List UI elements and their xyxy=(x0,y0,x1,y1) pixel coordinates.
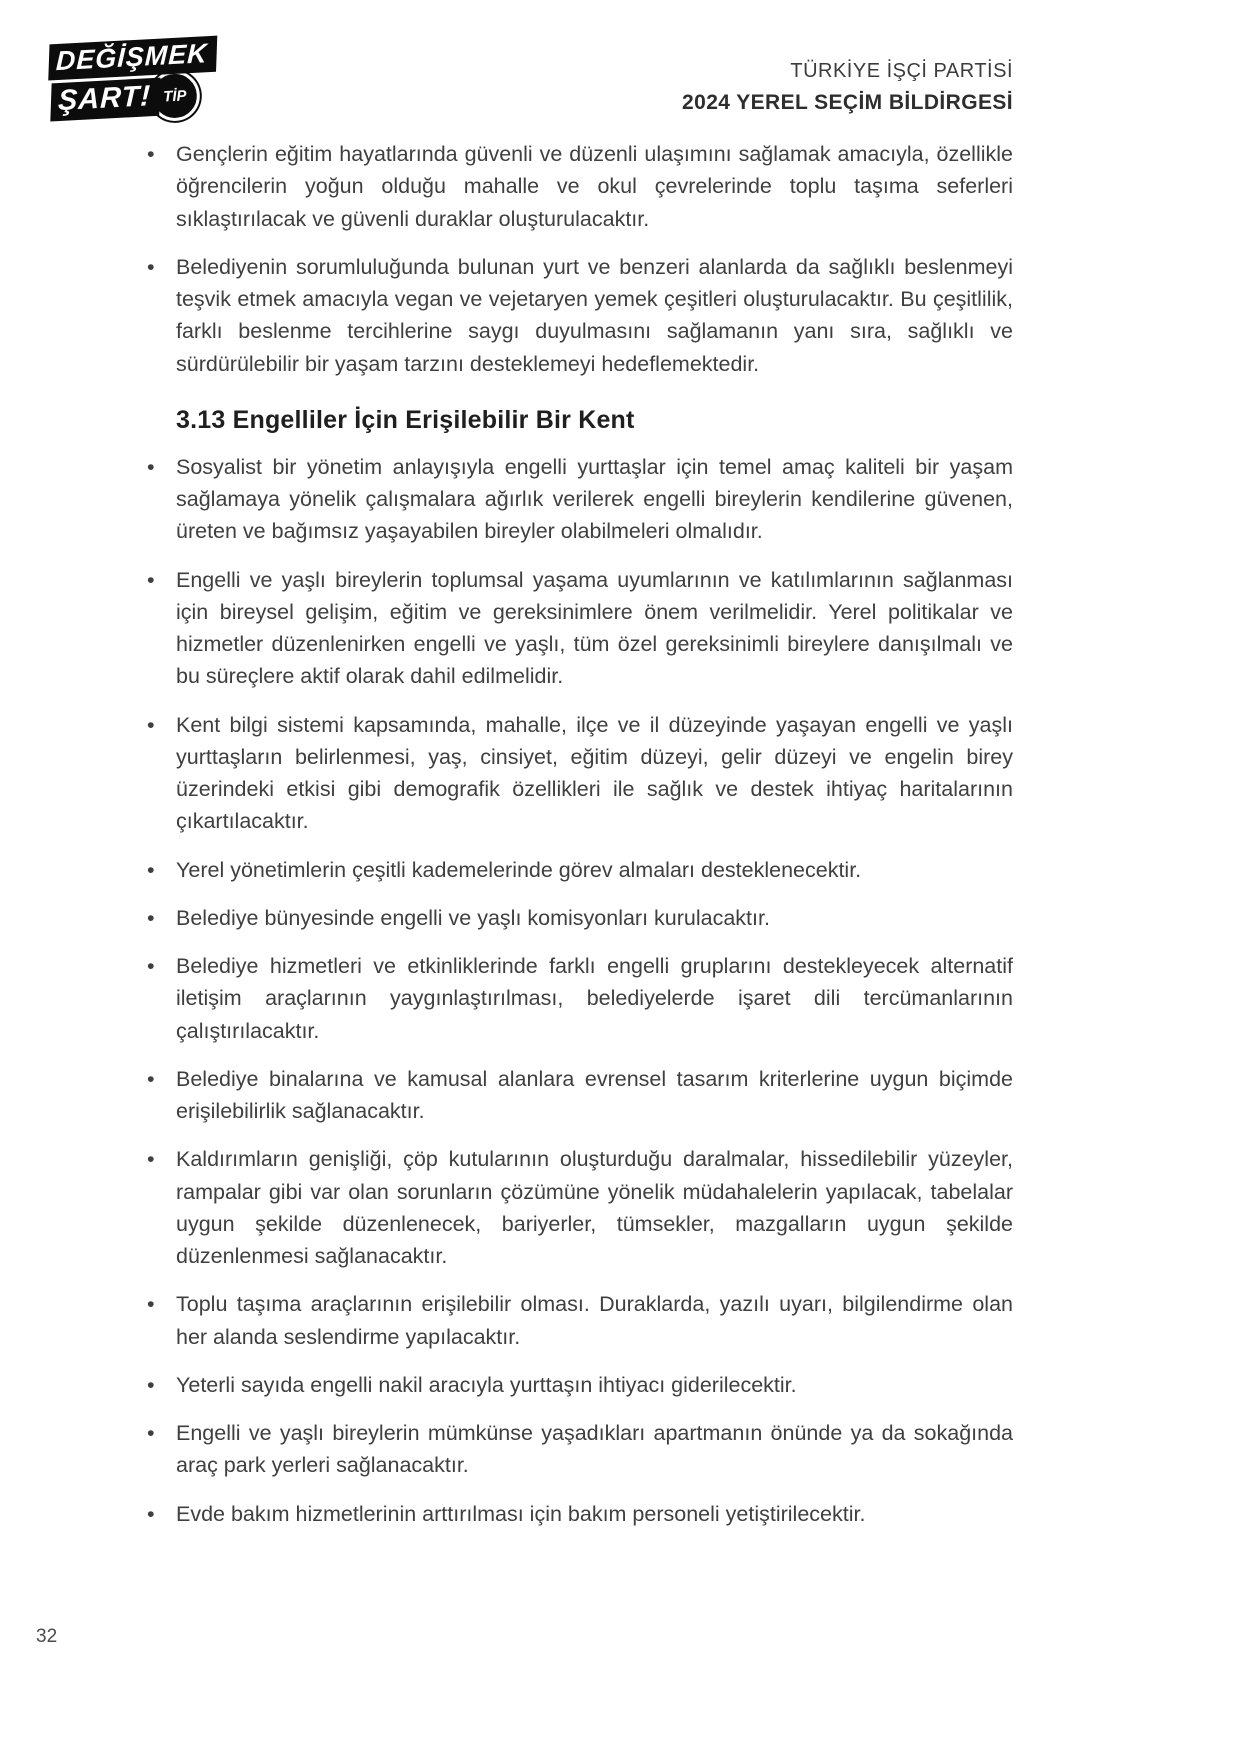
bullet-item: • Engelli ve yaşlı bireylerin toplumsal yaşama uyumlarının ve katılımlarının sağlanması için bireysel gelişim, eğitim ve gereksinimlere önem verilmelidir. Yerel politikalar ve hizmetler düzenlenirken engelli ve yaşlı, tüm özel gereksinimli bireylere danışılmalı ve bu süreçlere aktif olarak dahil edilmelidir. xyxy=(143,564,1013,693)
logo-text-sart: ŞART! xyxy=(50,78,160,122)
section-heading: 3.13 Engelliler İçin Erişilebilir Bir Kent xyxy=(176,405,635,434)
bullet-item: • Toplu taşıma araçlarının erişilebilir olması. Duraklarda, yazılı uyarı, bilgilendirme olan her alanda seslendirme yapılacaktır. xyxy=(143,1288,1013,1353)
bullet-item: • Kaldırımların genişliği, çöp kutularının oluşturduğu daralmalar, hissedilebilir yüzeyler, rampalar gibi var olan sorunların çözümüne yönelik müdahalelerin yapılacak, tabelalar uygun şekilde düzenlenecek, bariyerler, tümsekler, mazgalların uygun şekilde düzenlenmesi sağlanacaktır. xyxy=(143,1143,1013,1272)
bullet-item: • Kent bilgi sistemi kapsamında, mahalle, ilçe ve il düzeyinde yaşayan engelli ve yaşlı yurttaşların belirlenmesi, yaş, cinsiyet, eğitim düzeyi, gelir düzeyi ve engelin birey üzerindeki etkisi gibi demografik özellikleri ile sağlık ve destek ihtiyaç haritalarının çıkartılacaktır. xyxy=(143,709,1013,838)
bullet-item: • Belediyenin sorumluluğunda bulunan yurt ve benzeri alanlarda da sağlıklı beslenmeyi teşvik etmek amacıyla vegan ve vejetaryen yemek çeşitleri oluşturulacaktır. Bu çeşitlilik, farklı beslenme tercihlerine saygı duyulmasını sağlamanın yanı sıra, sağlıklı ve sürdürülebilir bir yaşam tarzını desteklemeyi hedeflemektedir. xyxy=(143,251,1013,380)
bullet-item: • Yeterli sayıda engelli nakil aracıyla yurttaşın ihtiyacı giderilecektir. xyxy=(143,1369,1013,1401)
section-bullet-list xyxy=(143,451,1013,1530)
tip-badge-label: TİP xyxy=(162,86,187,106)
bullet-item: • Belediye binalarına ve kamusal alanlara evrensel tasarım kriterlerine uygun biçimde erişilebilirlik sağlanacaktır. xyxy=(143,1063,1013,1128)
bullet-item: • Sosyalist bir yönetim anlayışıyla engelli yurttaşlar için temel amaç kaliteli bir yaşam sağlamaya yönelik çalışmalara ağırlık verilerek engelli bireylerin kendilerine güvenen, üreten ve bağımsız yaşayabilen bireyler olabilmeleri olmalıdır. xyxy=(143,451,1013,548)
party-logo xyxy=(48,36,222,128)
document-title: 2024 YEREL SEÇİM BİLDİRGESİ xyxy=(682,91,1013,114)
bullet-item: • Gençlerin eğitim hayatlarında güvenli ve düzenli ulaşımını sağlamak amacıyla, özellikle öğrencilerin yoğun olduğu mahalle ve okul çevrelerinde toplu taşıma seferleri sıklaştırılacak ve güvenli duraklar oluşturulacaktır. xyxy=(143,138,1013,235)
page-number: 32 xyxy=(36,1626,58,1647)
intro-bullet-list xyxy=(143,138,1013,380)
party-name: TÜRKİYE İŞÇİ PARTİSİ xyxy=(790,60,1013,82)
bullet-item: • Belediye bünyesinde engelli ve yaşlı komisyonları kurulacaktır. xyxy=(143,902,1013,934)
bullet-item: • Engelli ve yaşlı bireylerin mümkünse yaşadıkları apartmanın önünde ya da sokağında araç park yerleri sağlanacaktır. xyxy=(143,1417,1013,1482)
bullet-item: • Yerel yönetimlerin çeşitli kademelerinde görev almaları desteklenecektir. xyxy=(143,854,1013,886)
logo-text-degismek: DEĞİŞMEK xyxy=(48,36,217,81)
bullet-item: • Evde bakım hizmetlerinin arttırılması için bakım personeli yetiştirilecektir. xyxy=(143,1498,1013,1530)
page-header xyxy=(682,58,1013,117)
bullet-item: • Belediye hizmetleri ve etkinliklerinde farklı engelli gruplarını destekleyecek alternatif iletişim araçlarının yaygınlaştırılması, belediyelerde işaret dili tercümanlarının çalıştırılacaktır. xyxy=(143,950,1013,1047)
document-body xyxy=(143,138,1013,1546)
